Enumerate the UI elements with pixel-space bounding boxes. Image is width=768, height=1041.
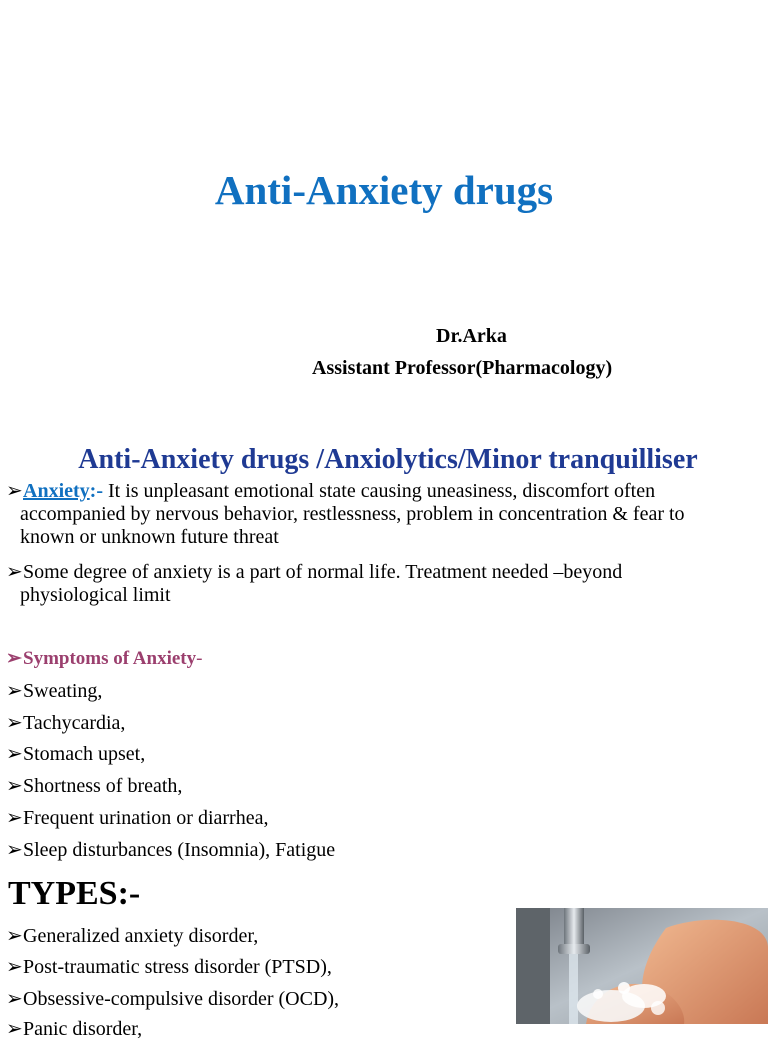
title-slide bbox=[0, 0, 768, 424]
symptom-text: Shortness of breath, bbox=[23, 775, 183, 797]
symptom-item bbox=[6, 775, 182, 798]
normal-note-line-2: physiological limit bbox=[20, 584, 171, 606]
arrow-bullet-icon: ➢ bbox=[6, 925, 23, 947]
definition-text-line-2: accompanied by nervous behavior, restlessness, problem in concentration & fear to bbox=[20, 503, 685, 525]
arrow-bullet-icon: ➢ bbox=[6, 1018, 23, 1040]
type-text: Generalized anxiety disorder, bbox=[23, 925, 259, 947]
arrow-bullet-icon: ➢ bbox=[6, 807, 23, 829]
type-text: Post-traumatic stress disorder (PTSD), bbox=[23, 956, 332, 978]
symptom-item bbox=[6, 839, 335, 862]
symptom-item bbox=[6, 680, 102, 703]
definition-text-line-1: It is unpleasant emotional state causing uneasiness, discomfort often bbox=[103, 480, 656, 502]
symptom-text: Sleep disturbances (Insomnia), Fatigue bbox=[23, 839, 336, 861]
symptoms-heading bbox=[6, 647, 202, 670]
content-slide bbox=[0, 424, 768, 1040]
arrow-bullet-icon: ➢ bbox=[6, 775, 23, 797]
arrow-bullet-icon: ➢ bbox=[6, 712, 23, 734]
definition-text-line-3: known or unknown future threat bbox=[20, 526, 279, 548]
definition-term: Anxiety bbox=[23, 480, 90, 502]
arrow-bullet-icon: ➢ bbox=[6, 648, 22, 669]
author-name: Dr.Arka bbox=[436, 325, 507, 347]
symptom-item bbox=[6, 743, 145, 766]
normal-note-line-1: Some degree of anxiety is a part of normal life. Treatment needed –beyond bbox=[23, 561, 623, 583]
slide-title: Anti-Anxiety drugs bbox=[214, 167, 554, 213]
type-item bbox=[6, 925, 258, 948]
arrow-bullet-icon: ➢ bbox=[6, 839, 23, 861]
symptom-text: Tachycardia, bbox=[23, 712, 126, 734]
symptom-item bbox=[6, 807, 268, 830]
type-item bbox=[6, 956, 332, 979]
type-text: Obsessive-compulsive disorder (OCD), bbox=[23, 988, 340, 1010]
type-item bbox=[6, 988, 339, 1011]
symptoms-heading-dash: - bbox=[196, 648, 203, 669]
arrow-bullet-icon: ➢ bbox=[6, 561, 23, 583]
symptoms-heading-text: Symptoms of Anxiety bbox=[23, 648, 197, 669]
types-heading: TYPES:- bbox=[8, 875, 141, 912]
author-position: Assistant Professor(Pharmacology) bbox=[312, 357, 613, 379]
arrow-bullet-icon: ➢ bbox=[6, 680, 23, 702]
handwashing-photo-illustration bbox=[516, 908, 768, 1024]
handwashing-photo bbox=[516, 908, 768, 1024]
type-item bbox=[6, 1018, 142, 1041]
arrow-bullet-icon: ➢ bbox=[6, 743, 23, 765]
type-text: Panic disorder, bbox=[23, 1018, 143, 1040]
symptom-item bbox=[6, 712, 125, 735]
arrow-bullet-icon: ➢ bbox=[6, 988, 23, 1010]
symptom-text: Sweating, bbox=[23, 680, 103, 702]
normal-anxiety-note bbox=[6, 561, 622, 607]
arrow-bullet-icon: ➢ bbox=[6, 956, 23, 978]
definition-separator: :- bbox=[89, 480, 103, 502]
symptom-text: Frequent urination or diarrhea, bbox=[23, 807, 269, 829]
symptom-text: Stomach upset, bbox=[23, 743, 146, 765]
arrow-bullet-icon: ➢ bbox=[6, 480, 23, 502]
content-slide-title: Anti-Anxiety drugs /Anxiolytics/Minor tranquilliser bbox=[78, 444, 698, 475]
anxiety-definition bbox=[6, 480, 685, 549]
